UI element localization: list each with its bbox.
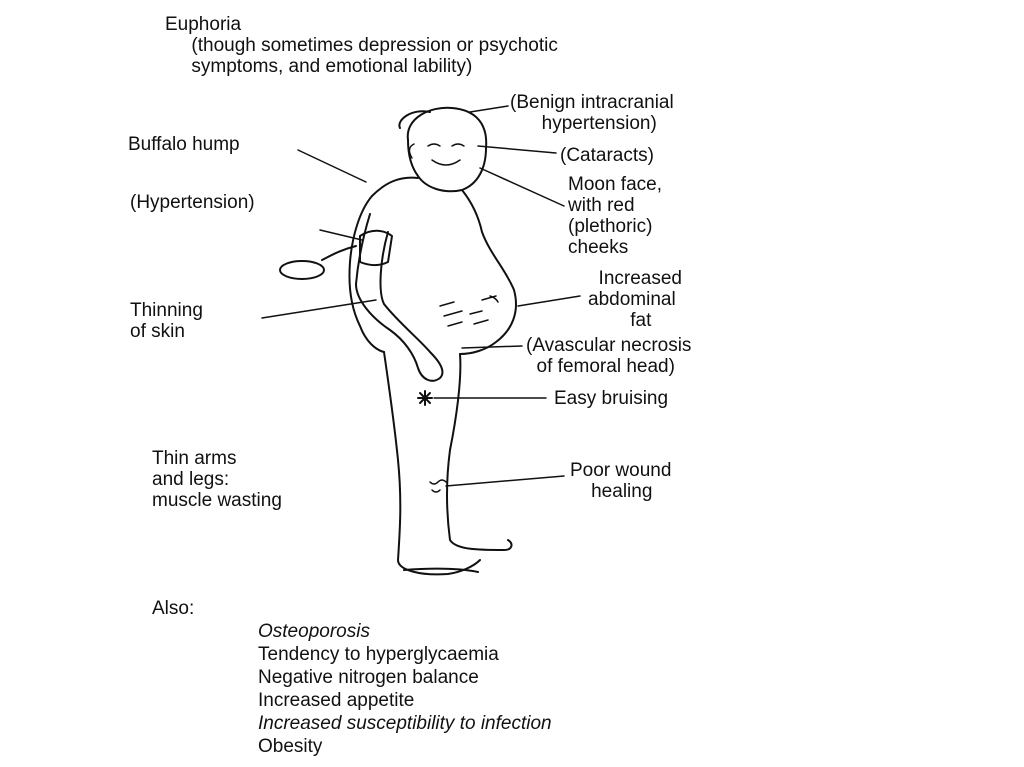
also-item-appetite: Increased appetite	[258, 690, 415, 711]
also-item-osteoporosis: Osteoporosis	[258, 621, 370, 642]
label-increased-abdominal-fat: Increased abdominal fat	[588, 268, 682, 331]
label-euphoria: Euphoria (though sometimes depression or psychotic symptoms, and emotional lability)	[165, 14, 558, 77]
bruise-mark	[418, 391, 432, 405]
label-thin-arms-and-legs: Thin arms and legs: muscle wasting	[152, 448, 282, 511]
body-outline	[349, 178, 516, 575]
label-cataracts: (Cataracts)	[560, 145, 654, 166]
label-easy-bruising: Easy bruising	[554, 388, 669, 409]
also-item-nitrogen-balance: Negative nitrogen balance	[258, 667, 479, 688]
also-item-hyperglycaemia: Tendency to hyperglycaemia	[258, 644, 499, 665]
also-heading: Also:	[152, 598, 195, 619]
also-item-obesity: Obesity	[258, 736, 323, 757]
blood-pressure-cuff	[280, 231, 392, 279]
leader-lines	[262, 106, 580, 486]
label-buffalo-hump: Buffalo hump	[128, 134, 240, 155]
label-hypertension: (Hypertension)	[130, 192, 255, 213]
label-benign-intracranial-hypertension: (Benign intracranial hypertension)	[510, 92, 674, 134]
label-thinning-of-skin: Thinning of skin	[130, 300, 203, 342]
label-avascular-necrosis: (Avascular necrosis of femoral head)	[526, 335, 692, 377]
label-poor-wound-healing: Poor wound healing	[570, 460, 672, 502]
wound-mark	[430, 480, 446, 492]
label-moon-face: Moon face, with red (plethoric) cheeks	[568, 174, 662, 258]
also-item-infection: Increased susceptibility to infection	[258, 713, 552, 734]
head-outline	[399, 108, 486, 191]
